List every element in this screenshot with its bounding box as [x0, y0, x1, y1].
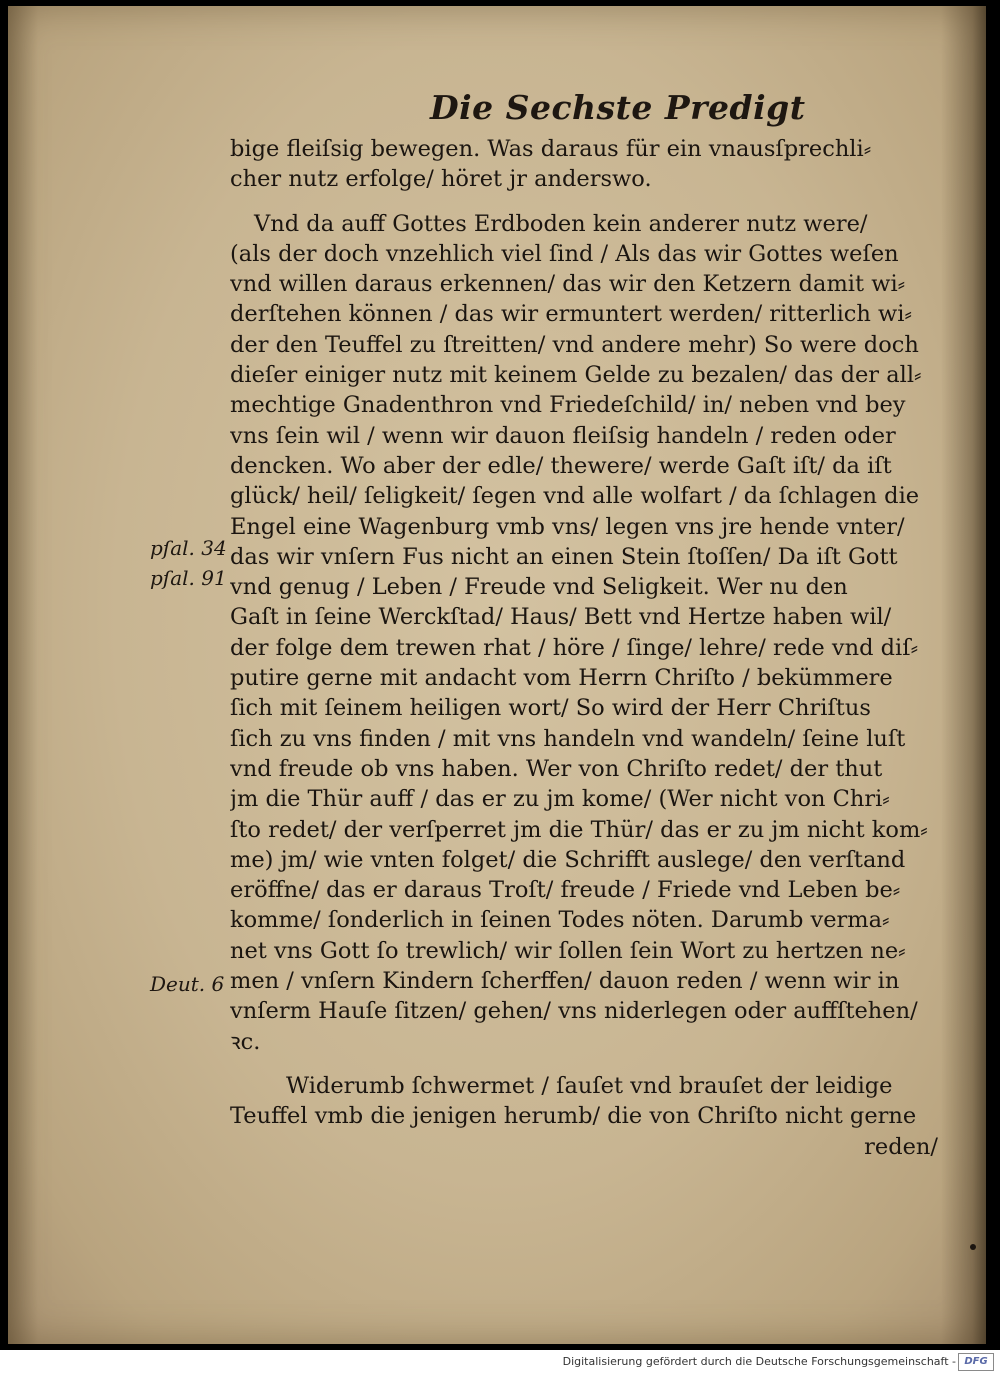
- text-line: Gaſt in ſeine Werckſtad/ Haus/ Bett vnd Hertze haben wil/: [230, 604, 892, 631]
- margin-note: pſal. 91: [150, 566, 227, 590]
- text-line: ꝛc.: [230, 1028, 261, 1055]
- text-line: cher nutz erfolge/ höret jr anderswo.: [230, 166, 652, 193]
- text-line: dencken. Wo aber der edle/ thewere/ werde Gaſt iſt/ da iſt: [230, 452, 892, 479]
- footer-bar: [0, 1350, 1000, 1374]
- text-line: putire gerne mit andacht vom Herrn Chriſto / bekümmere: [230, 665, 893, 692]
- text-line: ſich zu vns finden / mit vns handeln vnd wandeln/ ſeine luſt: [230, 725, 906, 752]
- text-line: Vnd da auff Gottes Erdboden kein anderer nutz were/: [254, 210, 868, 237]
- catchword: reden/: [864, 1133, 938, 1160]
- page-heading: Die Sechste Predigt: [430, 88, 806, 127]
- text-line: vns ſein wil / wenn wir dauon fleiſsig handeln / reden oder: [230, 422, 896, 449]
- text-line: der den Teuffel zu ſtreitten/ vnd andere mehr) So were doch: [230, 331, 919, 358]
- text-line: me) jm/ wie vnten folget/ die Schrifft auslege/ den verſtand: [230, 846, 906, 873]
- text-line: vnſerm Hauſe ſitzen/ gehen/ vns niderlegen oder auffſtehen/: [230, 998, 918, 1025]
- page-edge-shadow: [8, 6, 38, 1344]
- funding-notice: Digitalisierung gefördert durch die Deutsche Forschungsgemeinschaft -: [562, 1355, 956, 1368]
- paragraph-gap: [230, 195, 960, 209]
- text-line: jm die Thür auff / das er zu jm kome/ (Wer nicht von Chri⸗: [230, 786, 890, 813]
- text-line: komme/ ſonderlich in ſeinen Todes nöten. Darumb verma⸗: [230, 907, 890, 934]
- text-line: vnd willen daraus erkennen/ das wir den Ketzern damit wi⸗: [230, 271, 906, 298]
- text-line: ſich mit ſeinem heiligen wort/ So wird der Herr Chriſtus: [230, 695, 871, 722]
- text-line: Teuffel vmb die jenigen herumb/ die von Chriſto nicht gerne: [230, 1103, 917, 1130]
- text-line: vnd freude ob vns haben. Wer von Chriſto redet/ der thut: [230, 755, 883, 782]
- text-line: Engel eine Wagenburg vmb vns/ legen vns jre hende vnter/: [230, 513, 905, 540]
- text-line: mechtige Gnadenthron vnd Friedeſchild/ in/ neben vnd bey: [230, 392, 906, 419]
- text-line: glück/ heil/ ſeligkeit/ ſegen vnd alle wolfart / da ſchlagen die: [230, 483, 920, 510]
- text-line: bige fleiſsig bewegen. Was daraus für ein vnausſprechli⸗: [230, 136, 872, 162]
- margin-note: Deut. 6: [150, 972, 225, 996]
- dfg-logo[interactable]: DFG: [958, 1353, 994, 1371]
- text-line: ſto redet/ der verſperret jm die Thür/ das er zu jm nicht kom⸗: [230, 816, 928, 843]
- text-line: Widerumb ſchwermet / ſauſet vnd brauſet der leidige: [286, 1072, 893, 1099]
- text-line: vnd genug / Leben / Freude vnd Seligkeit. Wer nu den: [230, 574, 848, 601]
- ink-spot: [970, 1244, 976, 1250]
- text-line: (als der doch vnzehlich viel ſind / Als das wir Gottes weſen: [230, 240, 899, 267]
- paragraph-gap: [230, 1057, 960, 1071]
- text-line: das wir vnſern Fus nicht an einen Stein ſtoſſen/ Da iſt Gott: [230, 543, 898, 570]
- body-text: [230, 134, 960, 1162]
- text-line: der folge dem trewen rhat / höre / ſinge/ lehre/ rede vnd diſ⸗: [230, 634, 919, 661]
- text-line: net vns Gott ſo trewlich/ wir ſollen ſein Wort zu hertzen ne⸗: [230, 937, 906, 964]
- text-line: men / vnſern Kindern ſcherffen/ dauon reden / wenn wir in: [230, 968, 900, 995]
- text-line: derſtehen können / das wir ermuntert werden/ ritterlich wi⸗: [230, 301, 912, 328]
- margin-note: pſal. 34: [150, 536, 227, 560]
- text-line: eröffne/ das er daraus Troſt/ freude / Friede vnd Leben be⸗: [230, 877, 901, 904]
- text-line: dieſer einiger nutz mit keinem Gelde zu bezalen/ das der all⸗: [230, 362, 922, 389]
